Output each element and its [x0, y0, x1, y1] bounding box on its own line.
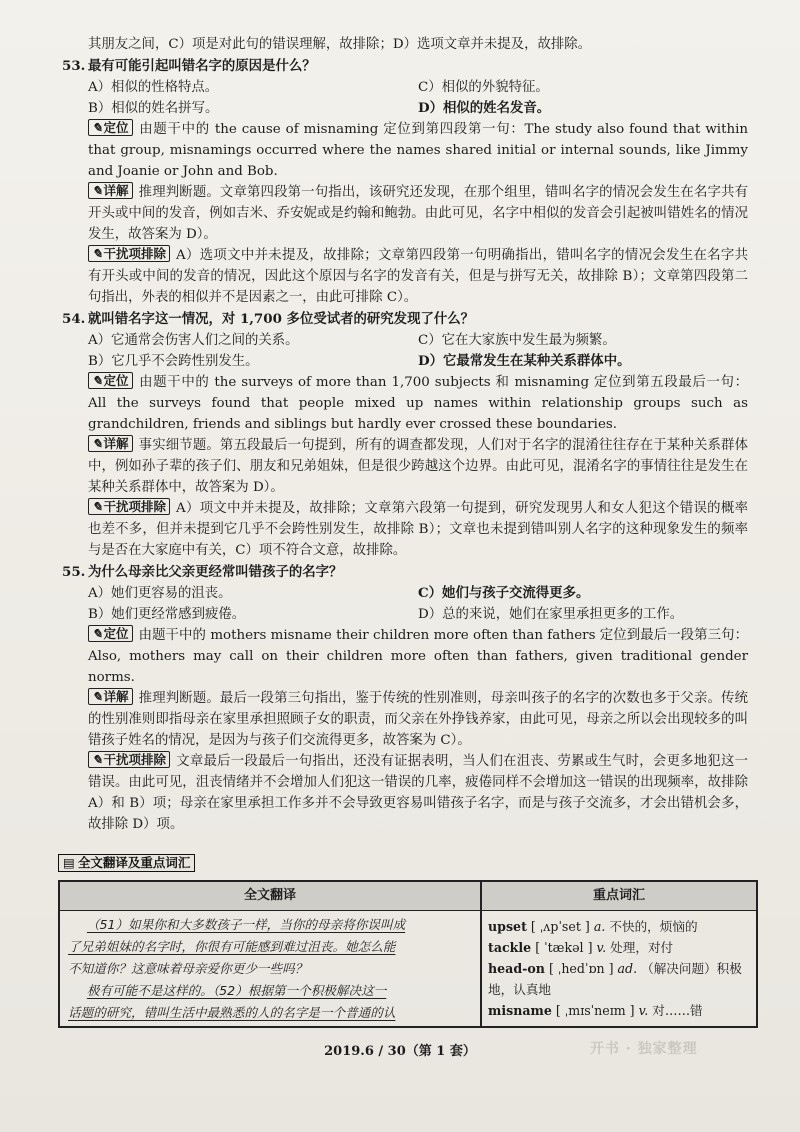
locate-54: ✎定位 由题干中的 the surveys of more than 1,700 subjects 和 misnaming 定位到第五段最后一句：All the surveys found that people mixed up names within relationship groups such as grandchildren, friends and siblings but hardly ever crossed these boundaries. — [88, 373, 748, 432]
pencil-icon: ✎ — [92, 436, 103, 451]
distract-54: ✎干扰项排除 A）项文中并未提及，故排除；文章第六段第一句提到，研究发现男人和女人犯这个错误的概率也差不多，但并未提到它几乎不会跨性别发生，故排除 B）；文章也未提到错叫别人名字的这种现象发生的频率与是否在大家庭中有关，C）项不符合文意，故排除。 — [88, 499, 748, 558]
pencil-icon: ✎ — [92, 752, 103, 767]
question-stem: 就叫错名字这一情况，对 1,700 多位受试者的研究发现了什么？ — [88, 311, 475, 327]
translation-line: （51）如果你和大多数孩子一样，当你的母亲将你误叫成 — [86, 917, 406, 932]
question-55: 55. 为什么母亲比父亲更经常叫错孩子的名字？ — [62, 564, 343, 580]
distract-tag: ✎干扰项排除 — [88, 498, 170, 515]
book-icon: ▤ — [63, 855, 75, 870]
distract-53: ✎干扰项排除 A）选项文中并未提及，故排除；文章第四段第一句明确指出，错叫名字的情况会发生在名字共有开头或中间的发音的情况，因此这个原因与名字的发音有关，但是与拼写无关，故排除 B）；文章第四段第二句指出，外表的相似并不是因素之一，由此可排除 C）。 — [88, 246, 748, 305]
locate-tag: ✎定位 — [88, 372, 133, 389]
explain-55: ✎详解 推理判断题。最后一段第三句指出，鉴于传统的性别准则，母亲叫孩子的名字的次数也多于父亲。传统的性别准则即指母亲在家里承担照顾子女的职责，而父亲在外挣钱养家，由此可见，母亲之所以会出现较多的叫错孩子姓名的情况，是因为与孩子们交流得更多，故答案为 C）。 — [88, 689, 748, 748]
translation-line: 了兄弟姐妹的名字时，你很有可能感到难过沮丧。她怎么能 — [68, 939, 396, 954]
option-a: A）相似的性格特点。 — [88, 80, 219, 95]
distract-tag: ✎干扰项排除 — [88, 751, 170, 768]
pencil-icon: ✎ — [92, 689, 103, 704]
vocab-list — [488, 916, 756, 1021]
explain-tag: ✎详解 — [88, 182, 133, 199]
pencil-icon: ✎ — [92, 183, 103, 198]
option-a: A）它通常会伤害人们之间的关系。 — [88, 333, 299, 348]
pencil-icon: ✎ — [92, 373, 103, 388]
locate-53: ✎定位 由题干中的 the cause of misnaming 定位到第四段第一句：The study also found that within that group, misnamings occurred where the names shared initial or internal sounds, like Jimmy and Joanie or John and Bob. — [88, 120, 748, 179]
options-55 — [88, 583, 748, 625]
option-b: B）相似的姓名拼写。 — [88, 101, 219, 116]
explain-54: ✎详解 事实细节题。第五段最后一句提到，所有的调查都发现，人们对于名字的混淆往往存在于某种关系群体中，例如孙子辈的孩子们、朋友和兄弟姐妹，但是很少跨越这个边界。由此可见，混淆名字的事情往往是发生在某种关系群体中，故答案为 D）。 — [88, 436, 748, 495]
translation-header: 全文翻译 — [60, 882, 480, 911]
pencil-icon: ✎ — [92, 120, 103, 135]
option-a: A）她们更容易的沮丧。 — [88, 586, 232, 601]
watermark: 开书 · 独家整理 — [590, 1041, 698, 1057]
locate-55: ✎定位 由题干中的 mothers misname their children more often than fathers 定位到最后一段第三句：Also, mothers may call on their children more often than fathers, given traditional gender norms. — [88, 626, 748, 685]
translation-line: 话题的研究，错叫生活中最熟悉的人的名字是一个普通的认 — [68, 1005, 396, 1020]
option-d: D）总的来说，她们在家里承担更多的工作。 — [418, 607, 684, 622]
page-footer: 2019.6 / 30（第 1 套） — [324, 1044, 476, 1059]
options-54 — [88, 330, 748, 372]
question-stem: 为什么母亲比父亲更经常叫错孩子的名字？ — [88, 564, 343, 580]
section-heading: ▤ 全文翻译及重点词汇 — [58, 854, 195, 872]
vocab-entry: misname [ ˌmɪsˈneɪm ] v. 对……错 — [488, 1003, 703, 1018]
distract-55: ✎干扰项排除 文章最后一段最后一句指出，还没有证据表明，当人们在沮丧、劳累或生气时，会更多地犯这一错误。由此可见，沮丧情绪并不会增加人们犯这一错误的几率，疲倦同样不会增加这一错误的出现频率，故排除 A）和 B）项；母亲在家里承担工作多并不会导致更容易叫错孩子名字，而是与孩子交流多，才会出错机会多，故排除 D）项。 — [88, 752, 748, 832]
vocab-entry: tackle [ ˈtækəl ] v. 处理，对付 — [488, 940, 674, 955]
translation-line: 不知道你？这意味着母亲爱你更少一些吗？ — [68, 961, 308, 976]
distract-tag: ✎干扰项排除 — [88, 245, 170, 262]
prev-explanation-tail: 其朋友之间，C）项是对此句的错误理解，故排除；D）选项文章并未提及，故排除。 — [88, 37, 592, 52]
locate-tag: ✎定位 — [88, 119, 133, 136]
option-c: C）它在大家族中发生最为频繁。 — [418, 333, 616, 348]
option-d: D）相似的姓名发音。 — [418, 100, 551, 116]
question-53: 53. 最有可能引起叫错名字的原因是什么？ — [62, 58, 316, 74]
option-b: B）它几乎不会跨性别发生。 — [88, 354, 259, 369]
option-b: B）她们更经常感到疲倦。 — [88, 607, 246, 622]
options-53 — [88, 77, 748, 119]
translation-line: 极有可能不是这样的。（52）根据第一个积极解决这一 — [86, 983, 387, 998]
explain-tag: ✎详解 — [88, 688, 133, 705]
question-54: 54. 就叫错名字这一情况，对 1,700 多位受试者的研究发现了什么？ — [62, 311, 475, 327]
locate-tag: ✎定位 — [88, 625, 133, 642]
vocab-entry: upset [ ˌʌpˈset ] a. 不快的，烦恼的 — [488, 919, 698, 934]
pencil-icon: ✎ — [92, 246, 103, 261]
answer-explanations — [62, 34, 748, 835]
pencil-icon: ✎ — [92, 626, 103, 641]
option-c: C）相似的外貌特征。 — [418, 80, 549, 95]
explain-tag: ✎详解 — [88, 435, 133, 452]
vocab-entry: head-on [ ˌhedˈɒn ] ad. （解决问题）积极地，认真地 — [488, 961, 742, 997]
translation-vocab-table — [58, 880, 758, 1028]
pencil-icon: ✎ — [92, 499, 103, 514]
vocab-header: 重点词汇 — [482, 882, 756, 911]
option-d: D）它最常发生在某种关系群体中。 — [418, 353, 631, 369]
translation-text — [68, 914, 476, 1024]
column-divider — [480, 882, 482, 1026]
question-stem: 最有可能引起叫错名字的原因是什么？ — [88, 58, 316, 74]
explain-53: ✎详解 推理判断题。文章第四段第一句指出，该研究还发现，在那个组里，错叫名字的情况会发生在名字共有开头或中间的发音，例如吉米、乔安妮或是约翰和鲍勃。由此可见，名字中相似的发音会引起被叫错姓名的情况发生，故答案为 D）。 — [88, 183, 748, 242]
option-c: C）她们与孩子交流得更多。 — [418, 585, 590, 601]
